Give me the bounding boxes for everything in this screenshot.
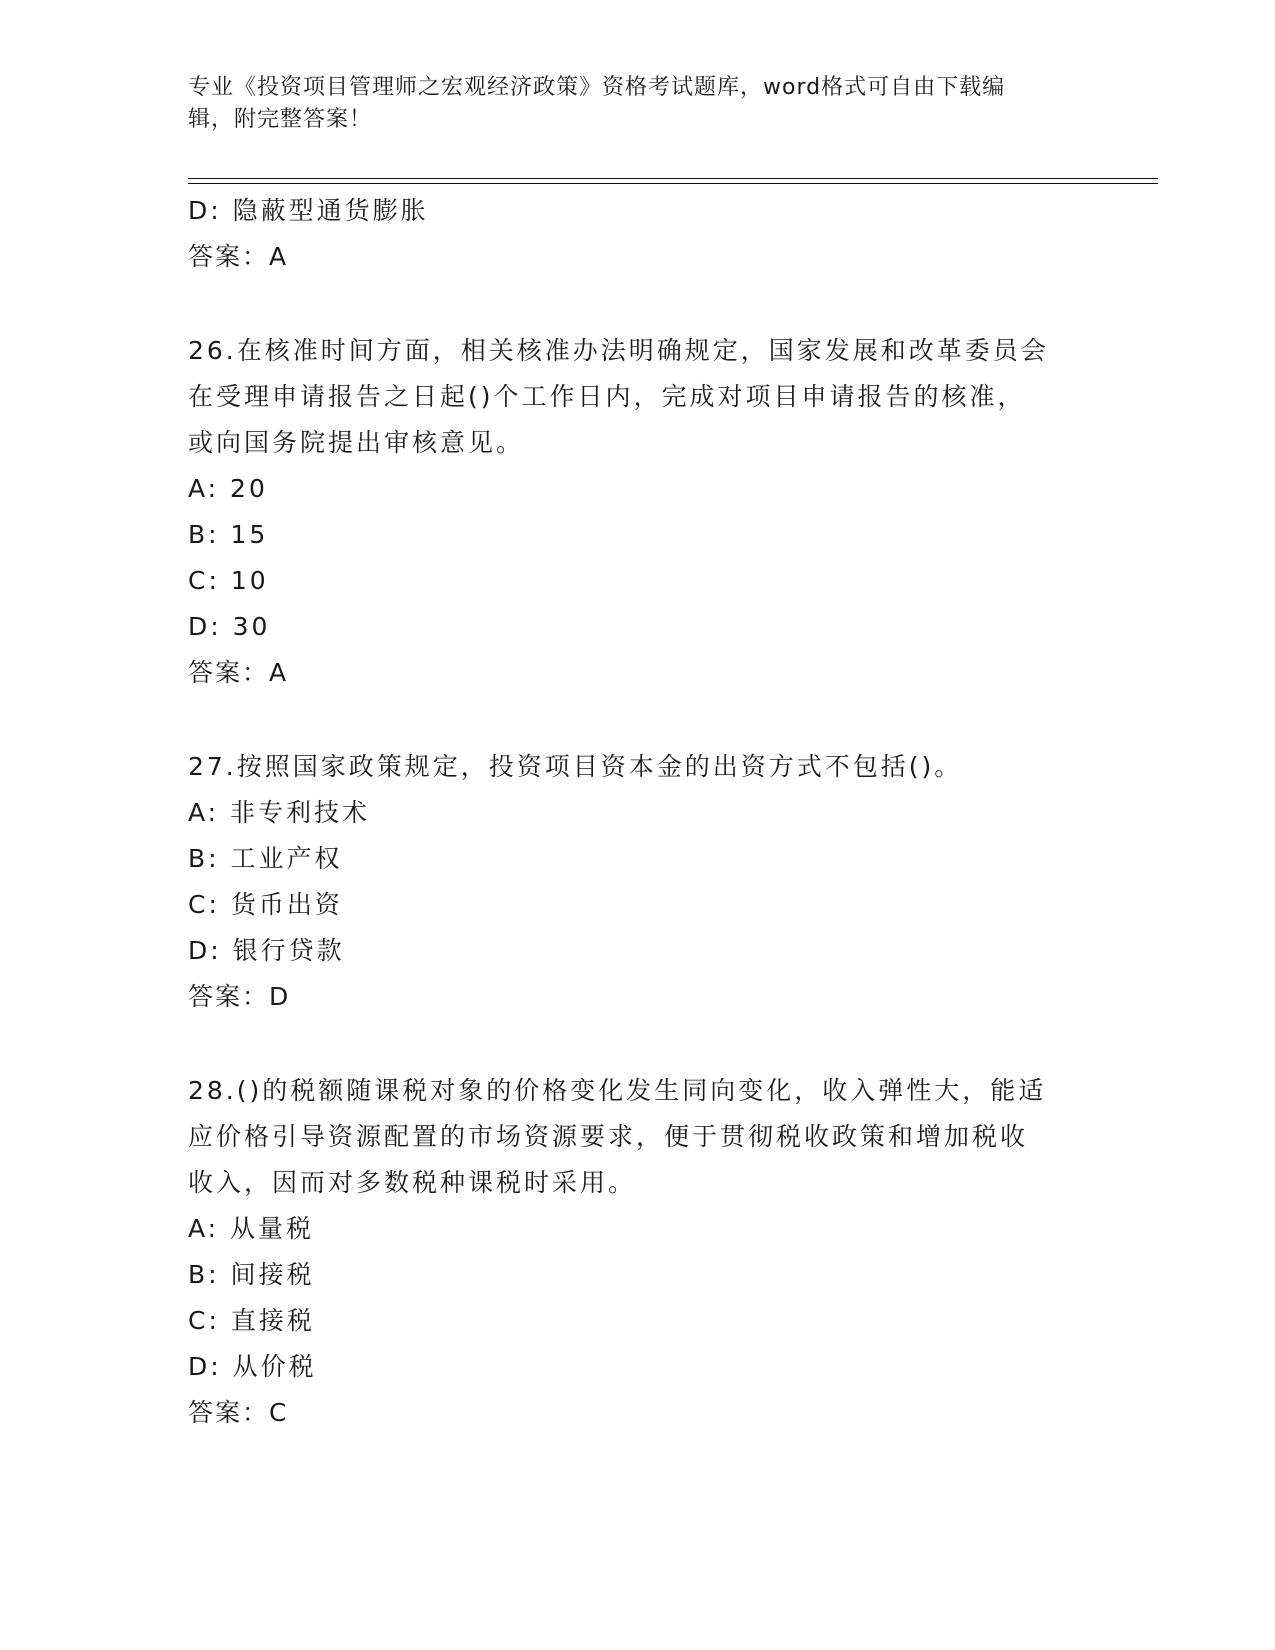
prev-question-option-d: D: 隐蔽型通货膨胀 <box>188 196 429 225</box>
header-divider-bottom <box>188 183 1158 184</box>
question-27 <box>188 744 1088 1020</box>
document-header <box>188 72 1068 136</box>
question-28 <box>188 1068 1088 1436</box>
question-stem-line: 在受理申请报告之日起()个工作日内，完成对项目申请报告的核准， <box>188 382 1026 411</box>
answer-label: 答案：A <box>188 658 289 687</box>
question-content <box>188 188 1088 1436</box>
question-26 <box>188 328 1088 696</box>
option-d: D: 30 <box>188 612 271 641</box>
question-stem-line: 26.在核准时间方面，相关核准办法明确规定，国家发展和改革委员会 <box>188 336 1049 365</box>
question-stem-line: 27.按照国家政策规定，投资项目资本金的出资方式不包括()。 <box>188 752 963 781</box>
option-c: C: 直接税 <box>188 1306 315 1335</box>
header-line-2: 辑，附完整答案！ <box>188 107 373 132</box>
option-a: A: 从量税 <box>188 1214 315 1243</box>
answer-label: 答案：C <box>188 1398 289 1427</box>
header-line-1: 专业《投资项目管理师之宏观经济政策》资格考试题库，word格式可自由下载编 <box>188 75 1006 100</box>
question-stem-line: 或向国务院提出审核意见。 <box>188 428 525 457</box>
answer-label: 答案：D <box>188 982 291 1011</box>
option-c: C: 货币出资 <box>188 890 343 919</box>
question-stem-line: 28.()的税额随课税对象的价格变化发生同向变化，收入弹性大，能适 <box>188 1076 1047 1105</box>
question-stem-line: 应价格引导资源配置的市场资源要求，便于贯彻税收政策和增加税收 <box>188 1122 1029 1151</box>
option-a: A: 非专利技术 <box>188 798 371 827</box>
option-b: B: 间接税 <box>188 1260 315 1289</box>
option-c: C: 10 <box>188 566 269 595</box>
header-divider-top <box>188 178 1158 179</box>
prev-question-answer: 答案：A <box>188 242 289 271</box>
option-d: D: 银行贷款 <box>188 936 345 965</box>
question-stem-line: 收入，因而对多数税种课税时采用。 <box>188 1168 637 1197</box>
option-a: A: 20 <box>188 474 268 503</box>
option-d: D: 从价税 <box>188 1352 317 1381</box>
option-b: B: 工业产权 <box>188 844 343 873</box>
option-b: B: 15 <box>188 520 269 549</box>
